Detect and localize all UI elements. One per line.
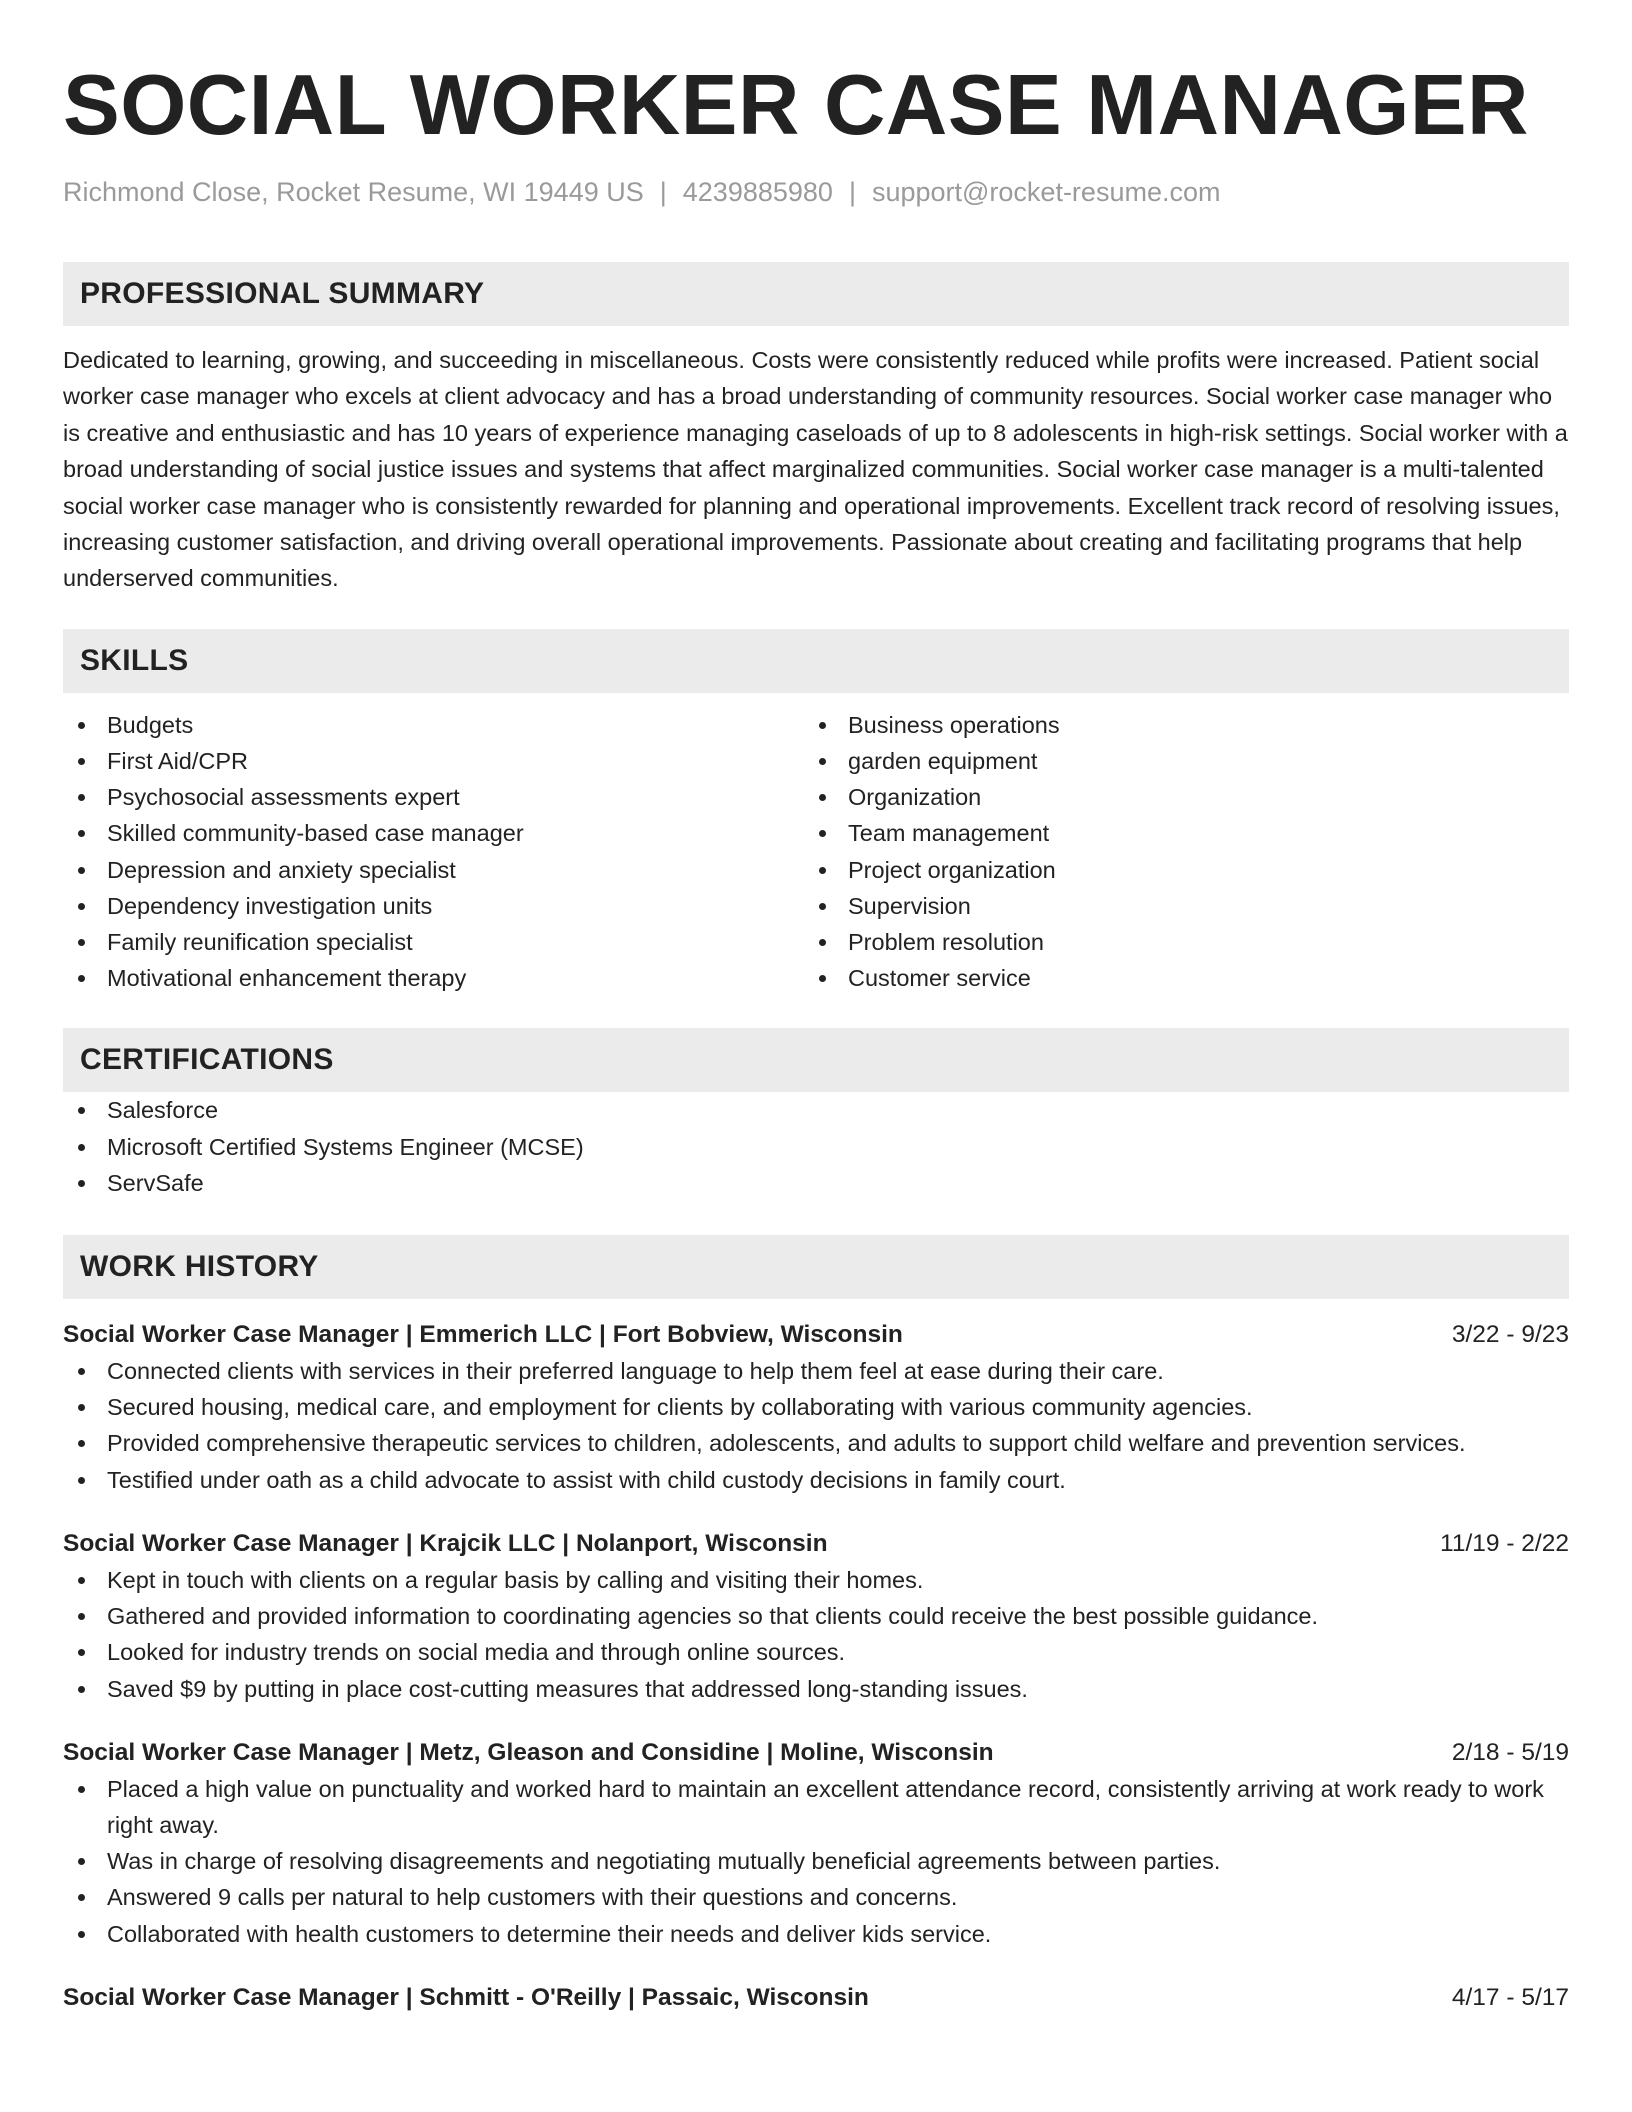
job-header [63,1526,1569,1562]
certification-item: ServSafe [63,1165,1569,1201]
job-entry [63,1980,1569,2016]
job-bullet: Gathered and provided information to coordinating agencies so that clients could receive the best possible guidance. [63,1598,1569,1634]
skill-item: Customer service [804,960,1545,996]
job-bullet: Answered 9 calls per natural to help customers with their questions and concerns. [63,1879,1569,1915]
job-title: Social Worker Case Manager | Emmerich LLC | Fort Bobview, Wisconsin [63,1321,903,1349]
job-dates: 3/22 - 9/23 [1451,1321,1569,1349]
job-bullets [63,1562,1569,1707]
skill-item: Depression and anxiety specialist [63,852,804,888]
section-heading-certifications: CERTIFICATIONS [63,1028,1569,1092]
job-title: Social Worker Case Manager | Krajcik LLC | Nolanport, Wisconsin [63,1529,828,1557]
skills-list-left [63,707,804,997]
job-dates: 11/19 - 2/22 [1440,1529,1569,1557]
resume-name: SOCIAL WORKER CASE MANAGER [63,58,1529,153]
job-bullets [63,1353,1569,1498]
work-history-section [63,1235,1569,2016]
skill-item: Supervision [804,888,1545,924]
skills-column-right [804,707,1545,997]
job-bullet: Secured housing, medical care, and employment for clients by collaborating with various community agencies. [63,1389,1569,1425]
job-header [63,1317,1569,1353]
section-heading-summary: PROFESSIONAL SUMMARY [63,262,1569,326]
certifications-list [63,1092,1569,1201]
skill-item: Problem resolution [804,924,1545,960]
job-bullet: Testified under oath as a child advocate to assist with child custody decisions in family court. [63,1462,1569,1498]
job-entry [63,1317,1569,1498]
skill-item: Skilled community-based case manager [63,815,804,851]
professional-summary-section [63,262,1569,597]
job-header [63,1980,1569,2016]
section-heading-work-history: WORK HISTORY [63,1235,1569,1299]
job-entry [63,1735,1569,1952]
job-entry [63,1526,1569,1707]
summary-text: Dedicated to learning, growing, and succeeding in miscellaneous. Costs were consistently reduced while profits were increased. Patient social worker case manager who excels at client advocacy and has a broad understanding of community resources. Social worker case manager who is creative and enthusiastic and has 10 years of experience managing caseloads of up to 8 adolescents in high-risk settings. Social worker with a broad understanding of social justice issues and systems that affect marginalized communities. Social worker case manager is a multi-talented social worker case manager who is consistently rewarded for planning and operational improvements. Excellent track record of resolving issues, increasing customer satisfaction, and driving overall operational improvements. Passionate about creating and facilitating programs that help underserved communities. [63,347,1568,592]
skill-item: Organization [804,779,1545,815]
skill-item: Psychosocial assessments expert [63,779,804,815]
skill-item: Dependency investigation units [63,888,804,924]
job-title: Social Worker Case Manager | Schmitt - O'Reilly | Passaic, Wisconsin [63,1983,869,2011]
skill-item: Business operations [804,707,1545,743]
contact-line [63,174,1569,210]
skills-section [63,629,1569,997]
job-bullet: Kept in touch with clients on a regular basis by calling and visiting their homes. [63,1562,1569,1598]
job-bullet: Collaborated with health customers to determine their needs and deliver kids service. [63,1916,1569,1952]
certification-item: Salesforce [63,1092,1569,1128]
skill-item: Family reunification specialist [63,924,804,960]
job-dates: 2/18 - 5/19 [1451,1738,1569,1766]
skill-item: Project organization [804,852,1545,888]
certification-item: Microsoft Certified Systems Engineer (MCSE) [63,1129,1569,1165]
job-bullet: Looked for industry trends on social media and through online sources. [63,1634,1569,1670]
job-bullet: Provided comprehensive therapeutic services to children, adolescents, and adults to support child welfare and prevention services. [63,1425,1569,1461]
skill-item: Motivational enhancement therapy [63,960,804,996]
job-bullets [63,1771,1569,1952]
job-bullet: Placed a high value on punctuality and worked hard to maintain an excellent attendance record, consistently arriving at work ready to work right away. [63,1771,1569,1843]
contact-email: support@rocket-resume.com [871,177,1221,207]
contact-address: Richmond Close, Rocket Resume, WI 19449 US [63,177,644,207]
job-bullet: Saved $9 by putting in place cost-cutting measures that addressed long-standing issues. [63,1671,1569,1707]
contact-separator: | [659,177,667,207]
skills-list-right [804,707,1545,997]
contact-separator: | [848,177,856,207]
skills-column-left [63,707,804,997]
certifications-section [63,1028,1569,1201]
contact-phone: 4239885980 [682,177,833,207]
job-header [63,1735,1569,1771]
job-bullet: Was in charge of resolving disagreements and negotiating mutually beneficial agreements between parties. [63,1843,1569,1879]
skills-columns [63,707,1569,997]
skill-item: First Aid/CPR [63,743,804,779]
skill-item: Team management [804,815,1545,851]
skill-item: Budgets [63,707,804,743]
skill-item: garden equipment [804,743,1545,779]
job-title: Social Worker Case Manager | Metz, Gleason and Considine | Moline, Wisconsin [63,1738,994,1766]
section-heading-skills: SKILLS [63,629,1569,693]
job-dates: 4/17 - 5/17 [1451,1983,1569,2011]
job-bullet: Connected clients with services in their preferred language to help them feel at ease during their care. [63,1353,1569,1389]
